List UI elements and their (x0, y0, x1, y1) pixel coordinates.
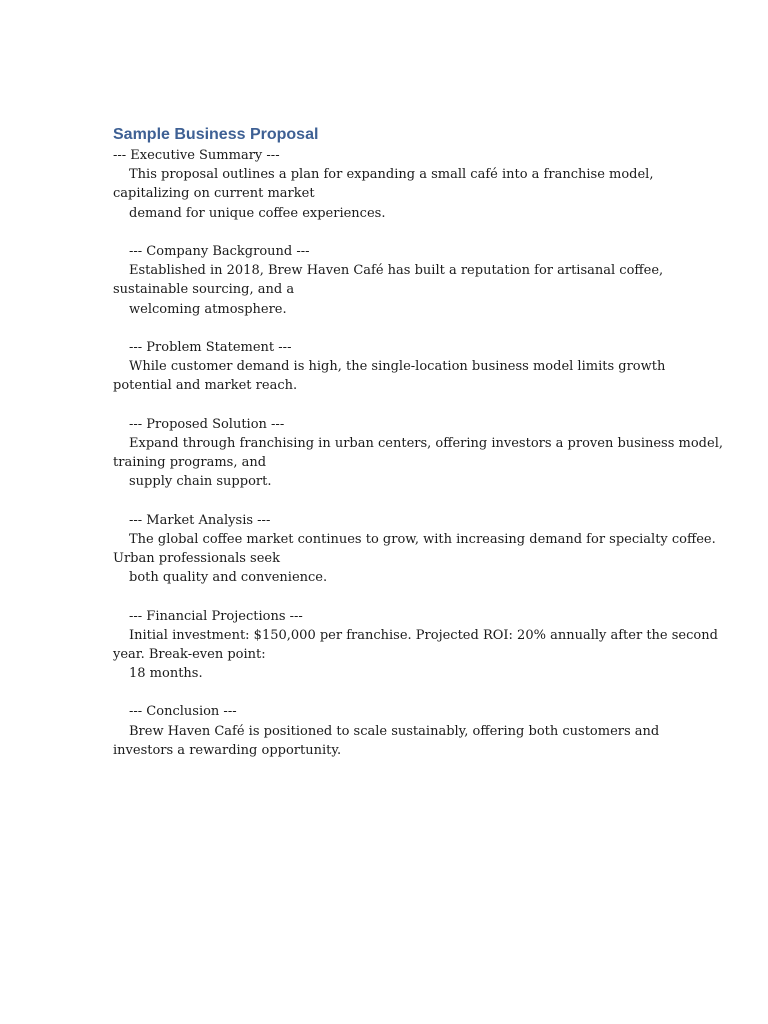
section-heading: --- Problem Statement --- (129, 339, 292, 355)
paragraph-line: Urban professionals seek (113, 550, 280, 566)
spacer (113, 395, 673, 414)
section-heading: --- Conclusion --- (129, 704, 237, 720)
paragraph-line: supply chain support. (129, 474, 272, 490)
paragraph-line: training programs, and (113, 455, 267, 470)
paragraph-line: sustainable sourcing, and a (113, 282, 295, 298)
section-proposed-solution (113, 415, 723, 492)
spacer (113, 587, 673, 606)
paragraph-line: The global coffee market continues to grow, with increasing demand for specialty coffee. (129, 531, 716, 547)
paragraph-line: capitalizing on current market (113, 186, 315, 202)
section-heading: --- Financial Projections --- (129, 608, 303, 624)
section-conclusion (113, 702, 673, 760)
section-heading: --- Market Analysis --- (129, 512, 271, 528)
paragraph-line: both quality and convenience. (129, 570, 328, 586)
paragraph-line: Initial investment: $150,000 per franchise. Projected ROI: 20% annually after the second (129, 627, 718, 643)
section-executive-summary (113, 146, 673, 223)
section-heading: --- Company Background --- (129, 243, 310, 259)
paragraph-line: Established in 2018, Brew Haven Café has built a reputation for artisanal coffee, (129, 263, 664, 279)
document-title: Sample Business Proposal (113, 126, 319, 143)
paragraph-line: potential and market reach. (113, 378, 298, 394)
section-company-background (113, 242, 673, 319)
paragraph-line: investors a rewarding opportunity. (113, 742, 342, 758)
section-market-analysis (113, 511, 716, 588)
paragraph-line: While customer demand is high, the single-location business model limits growth (129, 359, 666, 375)
spacer (113, 683, 673, 702)
section-heading: --- Proposed Solution --- (129, 416, 285, 432)
section-heading: --- Executive Summary --- (113, 148, 280, 163)
paragraph-line: This proposal outlines a plan for expanding a small café into a franchise model, (129, 167, 654, 183)
paragraph-line: Brew Haven Café is positioned to scale sustainably, offering both customers and (129, 723, 660, 739)
paragraph-line: year. Break-even point: (113, 646, 266, 662)
paragraph-line: welcoming atmosphere. (129, 301, 287, 317)
paragraph-line: Expand through franchising in urban centers, offering investors a proven business model, (129, 435, 723, 451)
document-body (113, 124, 723, 760)
paragraph-line: 18 months. (129, 666, 203, 682)
section-problem-statement (113, 338, 673, 396)
paragraph-line: demand for unique coffee experiences. (129, 205, 386, 221)
section-financial-projections (113, 607, 718, 684)
spacer (113, 319, 673, 338)
spacer (113, 491, 673, 510)
spacer (113, 223, 673, 242)
